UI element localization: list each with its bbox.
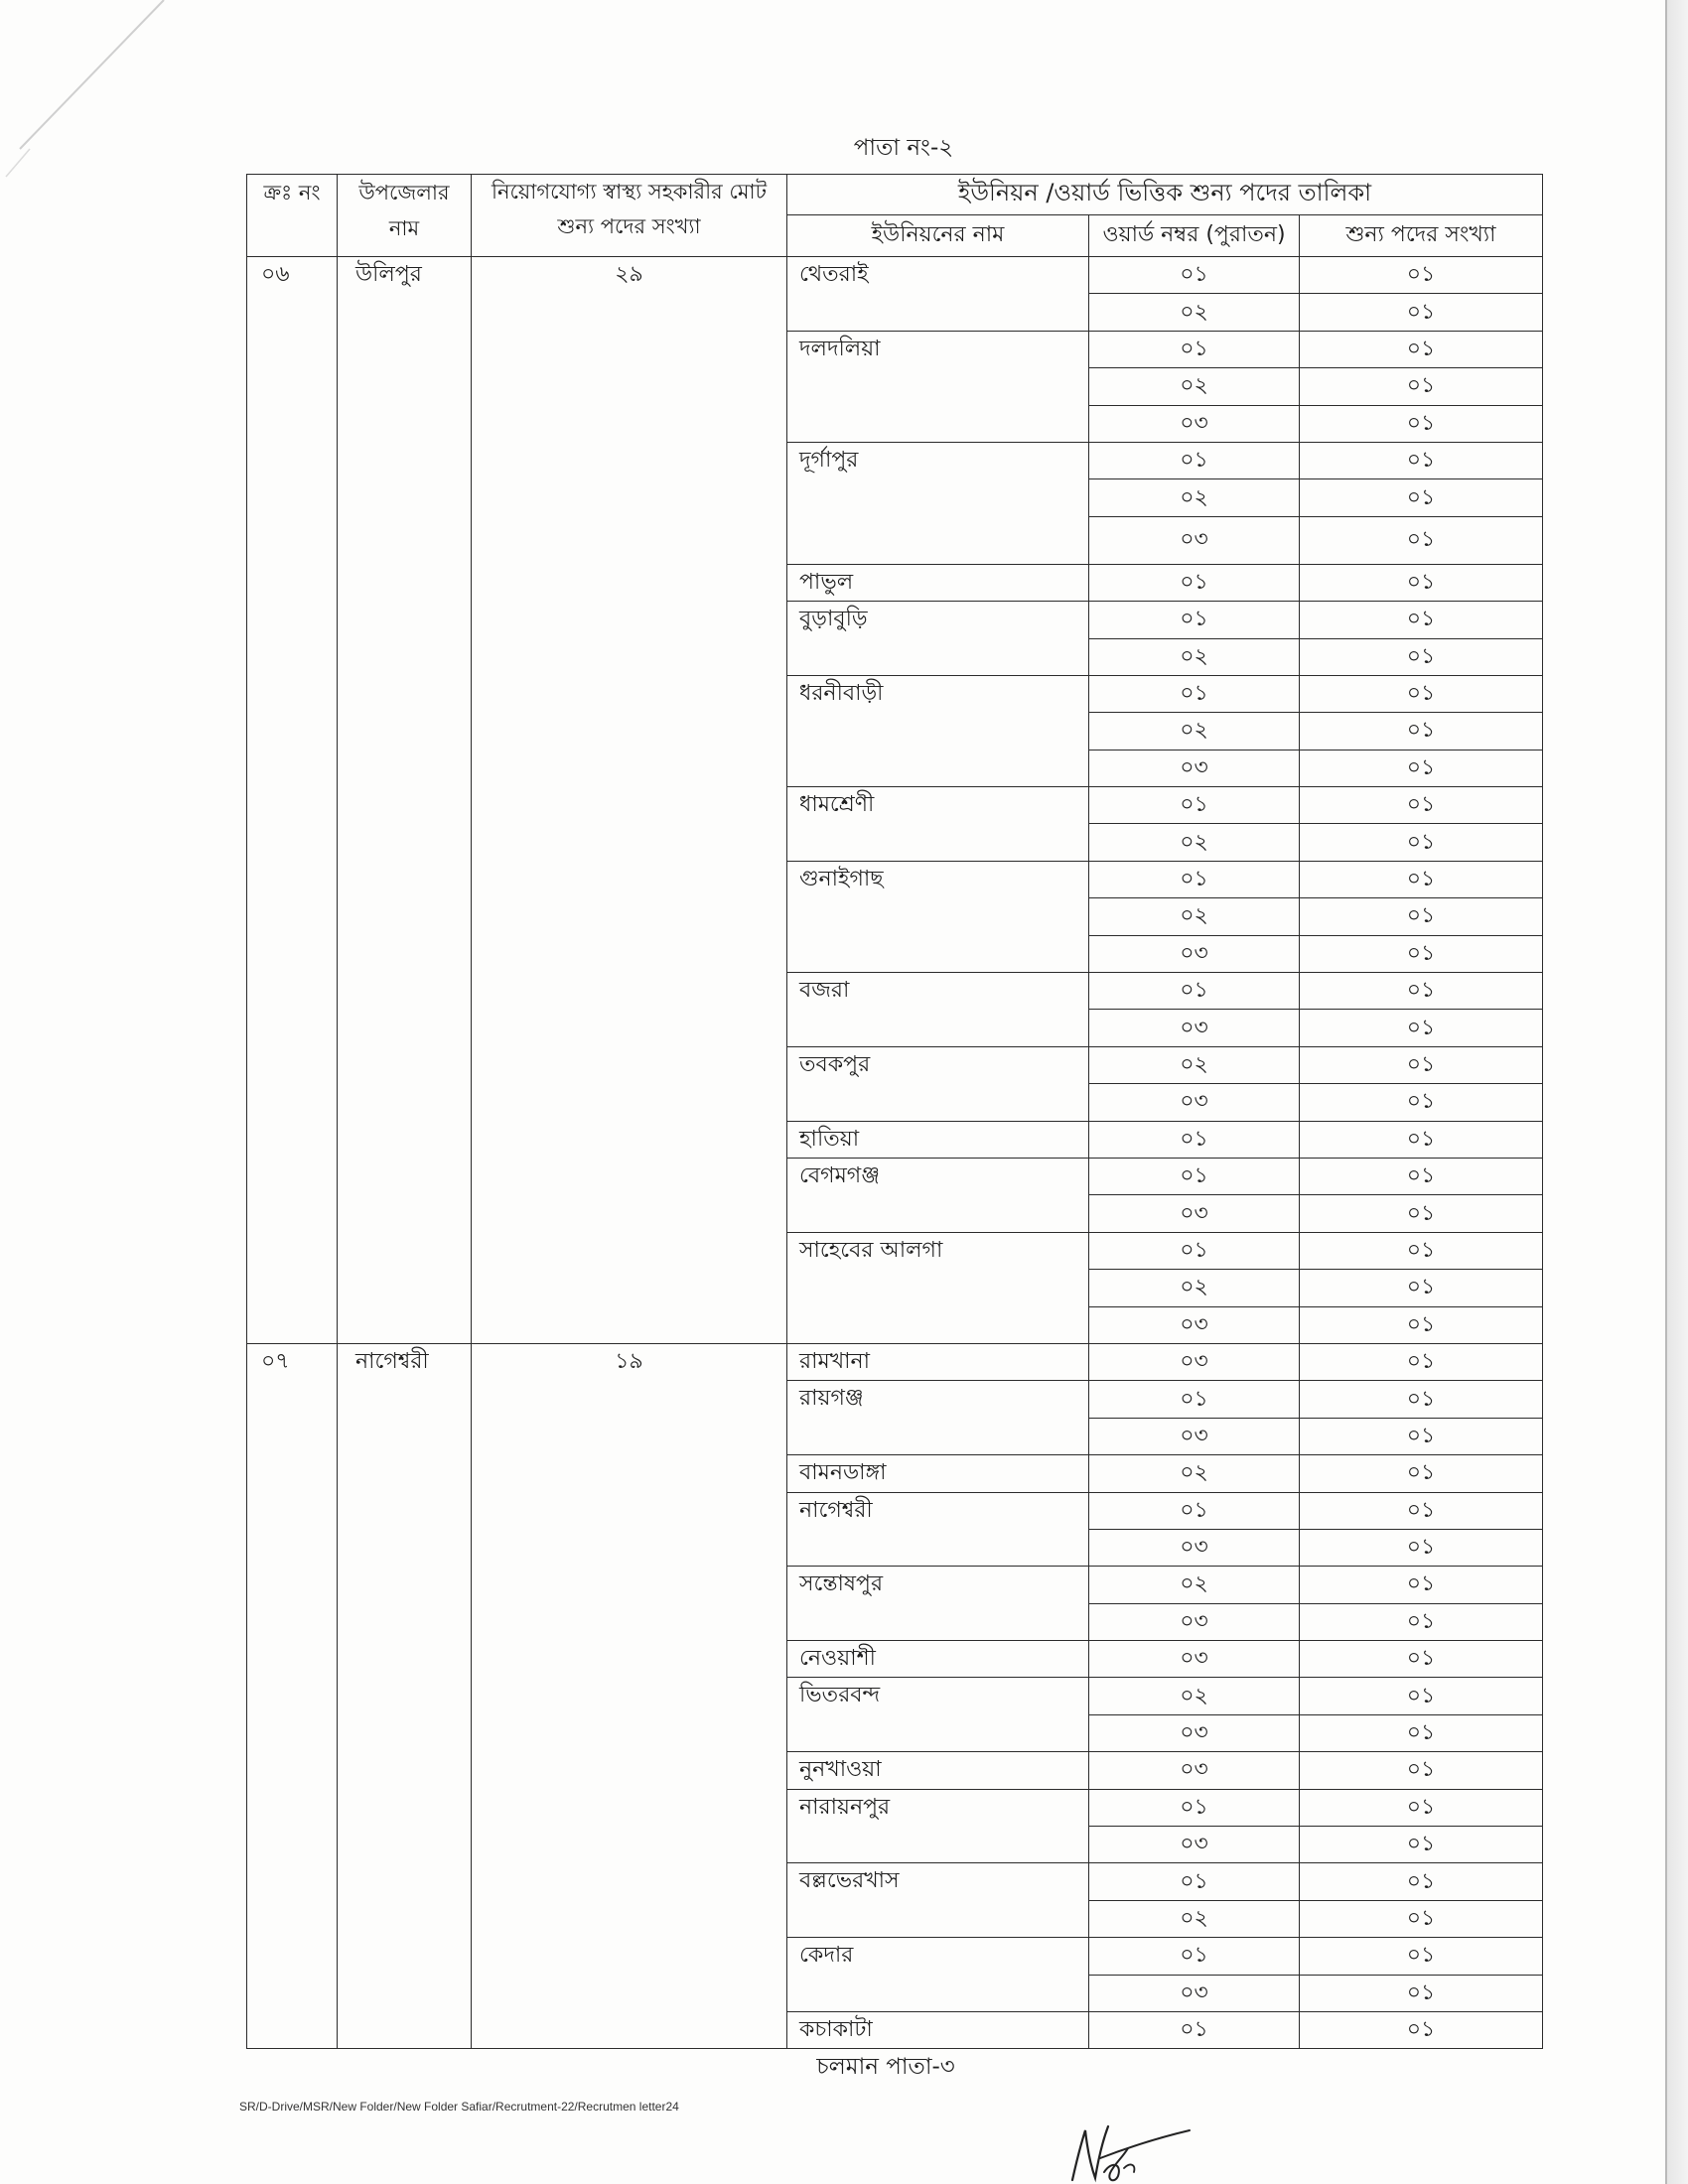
vacancy-count-cell: ০১	[1300, 1827, 1543, 1863]
vacancy-count-cell: ০১	[1300, 1603, 1543, 1640]
vacancy-count-cell: ০১	[1300, 1641, 1543, 1678]
ward-number-cell: ০১	[1089, 1381, 1300, 1418]
table-row	[247, 1343, 1543, 1380]
ward-number-cell: ০৩	[1089, 1603, 1300, 1640]
serial-cell: ০৭	[247, 1343, 338, 2048]
vacancy-count-cell: ০১	[1300, 787, 1543, 824]
vacancy-count-cell: ০১	[1300, 1010, 1543, 1046]
ward-number-cell: ০৩	[1089, 1306, 1300, 1343]
vacancy-count-cell: ০১	[1300, 1381, 1543, 1418]
vacancy-table	[246, 174, 1543, 2049]
union-name-cell: ধামশ্রেণী	[787, 787, 1089, 862]
vacancy-count-cell: ০১	[1300, 1418, 1543, 1454]
ward-number-cell: ০১	[1089, 2011, 1300, 2048]
page-number: পাতা নং-২	[853, 135, 954, 161]
ward-number-cell: ০২	[1089, 479, 1300, 516]
upazila-name-cell: উলিপুর	[338, 257, 472, 1344]
header-row	[247, 175, 1543, 215]
vacancy-count-cell: ০১	[1300, 935, 1543, 972]
vacancy-count-cell: ০১	[1300, 638, 1543, 675]
ward-number-cell: ০১	[1089, 675, 1300, 712]
vacancy-count-cell: ০১	[1300, 1492, 1543, 1529]
vacancy-count-cell: ০১	[1300, 1195, 1543, 1232]
total-vacancies-cell: ১৯	[472, 1343, 787, 2048]
ward-number-cell: ০১	[1089, 973, 1300, 1010]
vacancy-count-cell: ০১	[1300, 1158, 1543, 1194]
ward-number-cell: ০৩	[1089, 405, 1300, 442]
ward-number-cell: ০৩	[1089, 1343, 1300, 1380]
ward-number-cell: ০২	[1089, 898, 1300, 935]
vacancy-count-cell: ০১	[1300, 1567, 1543, 1603]
ward-number-cell: ০২	[1089, 1567, 1300, 1603]
vacancy-count-cell: ০১	[1300, 257, 1543, 294]
vacancy-count-cell: ০১	[1300, 479, 1543, 516]
ward-number-cell: ০১	[1089, 1863, 1300, 1900]
ward-number-cell: ০৩	[1089, 516, 1300, 564]
ward-number-cell: ০৩	[1089, 1752, 1300, 1789]
vacancy-count-cell: ০১	[1300, 1455, 1543, 1492]
vacancy-count-cell: ০১	[1300, 1714, 1543, 1751]
vacancy-count-cell: ০১	[1300, 1752, 1543, 1789]
ward-number-cell: ০১	[1089, 442, 1300, 478]
vacancy-count-cell: ০১	[1300, 516, 1543, 564]
ward-number-cell: ০২	[1089, 1046, 1300, 1083]
vacancy-count-cell: ০১	[1300, 1121, 1543, 1158]
vacancy-count-cell: ০১	[1300, 1678, 1543, 1714]
ward-number-cell: ০৩	[1089, 750, 1300, 786]
union-name-cell: দলদলিয়া	[787, 331, 1089, 442]
union-name-cell: নুনখাওয়া	[787, 1752, 1089, 1789]
ward-number-cell: ০২	[1089, 1678, 1300, 1714]
header-upazila-line2: নাম	[388, 216, 420, 240]
vacancy-count-cell: ০১	[1300, 1306, 1543, 1343]
header-group-title: ইউনিয়ন /ওয়ার্ড ভিত্তিক শুন্য পদের তালিকা	[787, 175, 1543, 215]
ward-number-cell: ০৩	[1089, 1195, 1300, 1232]
ward-number-cell: ০১	[1089, 564, 1300, 601]
union-name-cell: বামনডাঙ্গা	[787, 1455, 1089, 1492]
vacancy-count-cell: ০১	[1300, 1900, 1543, 1937]
union-name-cell: বল্লভেরখাস	[787, 1863, 1089, 1938]
vacancy-count-cell: ০১	[1300, 2011, 1543, 2048]
union-name-cell: রায়গঞ্জ	[787, 1381, 1089, 1455]
vacancy-count-cell: ০১	[1300, 1975, 1543, 2011]
file-path: SR/D-Drive/MSR/New Folder/New Folder Safiar/Recrutment-22/Recrutmen letter24	[239, 2100, 679, 2114]
scan-page-edge	[1665, 0, 1688, 2184]
ward-number-cell: ০২	[1089, 713, 1300, 750]
ward-number-cell: ০১	[1089, 1789, 1300, 1826]
union-name-cell: সন্তোষপুর	[787, 1567, 1089, 1641]
union-name-cell: বুড়াবুড়ি	[787, 602, 1089, 676]
ward-number-cell: ০২	[1089, 1455, 1300, 1492]
union-name-cell: দূর্গাপুর	[787, 442, 1089, 564]
vacancy-count-cell: ০১	[1300, 564, 1543, 601]
upazila-name-cell: নাগেশ্বরী	[338, 1343, 472, 2048]
vacancy-count-cell: ০১	[1300, 1343, 1543, 1380]
ward-number-cell: ০১	[1089, 787, 1300, 824]
page-fold-mark	[0, 0, 199, 179]
vacancy-count-cell: ০১	[1300, 675, 1543, 712]
header-total-line2: শুন্য পদের সংখ্যা	[557, 214, 701, 238]
ward-number-cell: ০৩	[1089, 1084, 1300, 1121]
ward-number-cell: ০১	[1089, 1492, 1300, 1529]
union-name-cell: গুনাইগাছ	[787, 861, 1089, 972]
vacancy-count-cell: ০১	[1300, 1270, 1543, 1306]
header-ward-number: ওয়ার্ড নম্বর (পুরাতন)	[1089, 215, 1300, 257]
ward-number-cell: ০১	[1089, 1938, 1300, 1975]
header-serial: ক্রঃ নং	[247, 175, 338, 257]
ward-number-cell: ০২	[1089, 294, 1300, 331]
ward-number-cell: ০২	[1089, 1270, 1300, 1306]
vacancy-count-cell: ০১	[1300, 898, 1543, 935]
ward-number-cell: ০২	[1089, 1900, 1300, 1937]
header-total-line1: নিয়োগযোগ্য স্বাস্থ্য সহকারীর মোট	[491, 180, 768, 204]
vacancy-count-cell: ০১	[1300, 824, 1543, 861]
ward-number-cell: ০১	[1089, 331, 1300, 367]
header-upazila	[338, 175, 472, 257]
header-total-vacancies	[472, 175, 787, 257]
signature	[1064, 2118, 1194, 2184]
ward-number-cell: ০১	[1089, 257, 1300, 294]
table-row	[247, 257, 1543, 294]
union-name-cell: বেগমগঞ্জ	[787, 1158, 1089, 1232]
vacancy-count-cell: ০১	[1300, 1863, 1543, 1900]
union-name-cell: নারায়নপুর	[787, 1789, 1089, 1863]
union-name-cell: সাহেবের আলগা	[787, 1232, 1089, 1343]
serial-cell: ০৬	[247, 257, 338, 1344]
vacancy-count-cell: ০১	[1300, 405, 1543, 442]
ward-number-cell: ০১	[1089, 602, 1300, 638]
vacancy-count-cell: ০১	[1300, 750, 1543, 786]
vacancy-count-cell: ০১	[1300, 1529, 1543, 1566]
ward-number-cell: ০১	[1089, 861, 1300, 897]
union-name-cell: কচাকাটা	[787, 2011, 1089, 2048]
ward-number-cell: ০১	[1089, 1121, 1300, 1158]
table-body	[247, 257, 1543, 2049]
union-name-cell: থেতরাই	[787, 257, 1089, 332]
ward-number-cell: ০৩	[1089, 1714, 1300, 1751]
ward-number-cell: ০১	[1089, 1232, 1300, 1269]
vacancy-count-cell: ০১	[1300, 713, 1543, 750]
ward-number-cell: ০২	[1089, 368, 1300, 405]
ward-number-cell: ০৩	[1089, 1827, 1300, 1863]
vacancy-count-cell: ০১	[1300, 1232, 1543, 1269]
union-name-cell: নাগেশ্বরী	[787, 1492, 1089, 1567]
total-vacancies-cell: ২৯	[472, 257, 787, 1344]
ward-number-cell: ০৩	[1089, 935, 1300, 972]
union-name-cell: রামখানা	[787, 1343, 1089, 1380]
union-name-cell: পাভুল	[787, 564, 1089, 601]
ward-number-cell: ০৩	[1089, 1418, 1300, 1454]
vacancy-count-cell: ০১	[1300, 442, 1543, 478]
vacancy-count-cell: ০১	[1300, 368, 1543, 405]
table-header	[247, 175, 1543, 257]
vacancy-count-cell: ০১	[1300, 973, 1543, 1010]
union-name-cell: ভিতরবন্দ	[787, 1678, 1089, 1752]
ward-number-cell: ০৩	[1089, 1529, 1300, 1566]
ward-number-cell: ০৩	[1089, 1641, 1300, 1678]
vacancy-count-cell: ০১	[1300, 1938, 1543, 1975]
union-name-cell: কেদার	[787, 1938, 1089, 2012]
header-union-name: ইউনিয়নের নাম	[787, 215, 1089, 257]
continued-note: চলমান পাতা-৩	[816, 2054, 955, 2080]
ward-number-cell: ০১	[1089, 1158, 1300, 1194]
vacancy-count-cell: ০১	[1300, 331, 1543, 367]
ward-number-cell: ০২	[1089, 824, 1300, 861]
union-name-cell: তবকপুর	[787, 1046, 1089, 1121]
vacancy-count-cell: ০১	[1300, 294, 1543, 331]
header-vacancy-count: শুন্য পদের সংখ্যা	[1300, 215, 1543, 257]
ward-number-cell: ০২	[1089, 638, 1300, 675]
union-name-cell: ধরনীবাড়ী	[787, 675, 1089, 786]
union-name-cell: বজরা	[787, 973, 1089, 1047]
union-name-cell: হাতিয়া	[787, 1121, 1089, 1158]
vacancy-count-cell: ০১	[1300, 1046, 1543, 1083]
union-name-cell: নেওয়াশী	[787, 1641, 1089, 1678]
ward-number-cell: ০৩	[1089, 1010, 1300, 1046]
header-upazila-line1: উপজেলার	[358, 181, 450, 205]
vacancy-count-cell: ০১	[1300, 861, 1543, 897]
vacancy-count-cell: ০১	[1300, 1084, 1543, 1121]
ward-number-cell: ০৩	[1089, 1975, 1300, 2011]
vacancy-count-cell: ০১	[1300, 1789, 1543, 1826]
vacancy-count-cell: ০১	[1300, 602, 1543, 638]
